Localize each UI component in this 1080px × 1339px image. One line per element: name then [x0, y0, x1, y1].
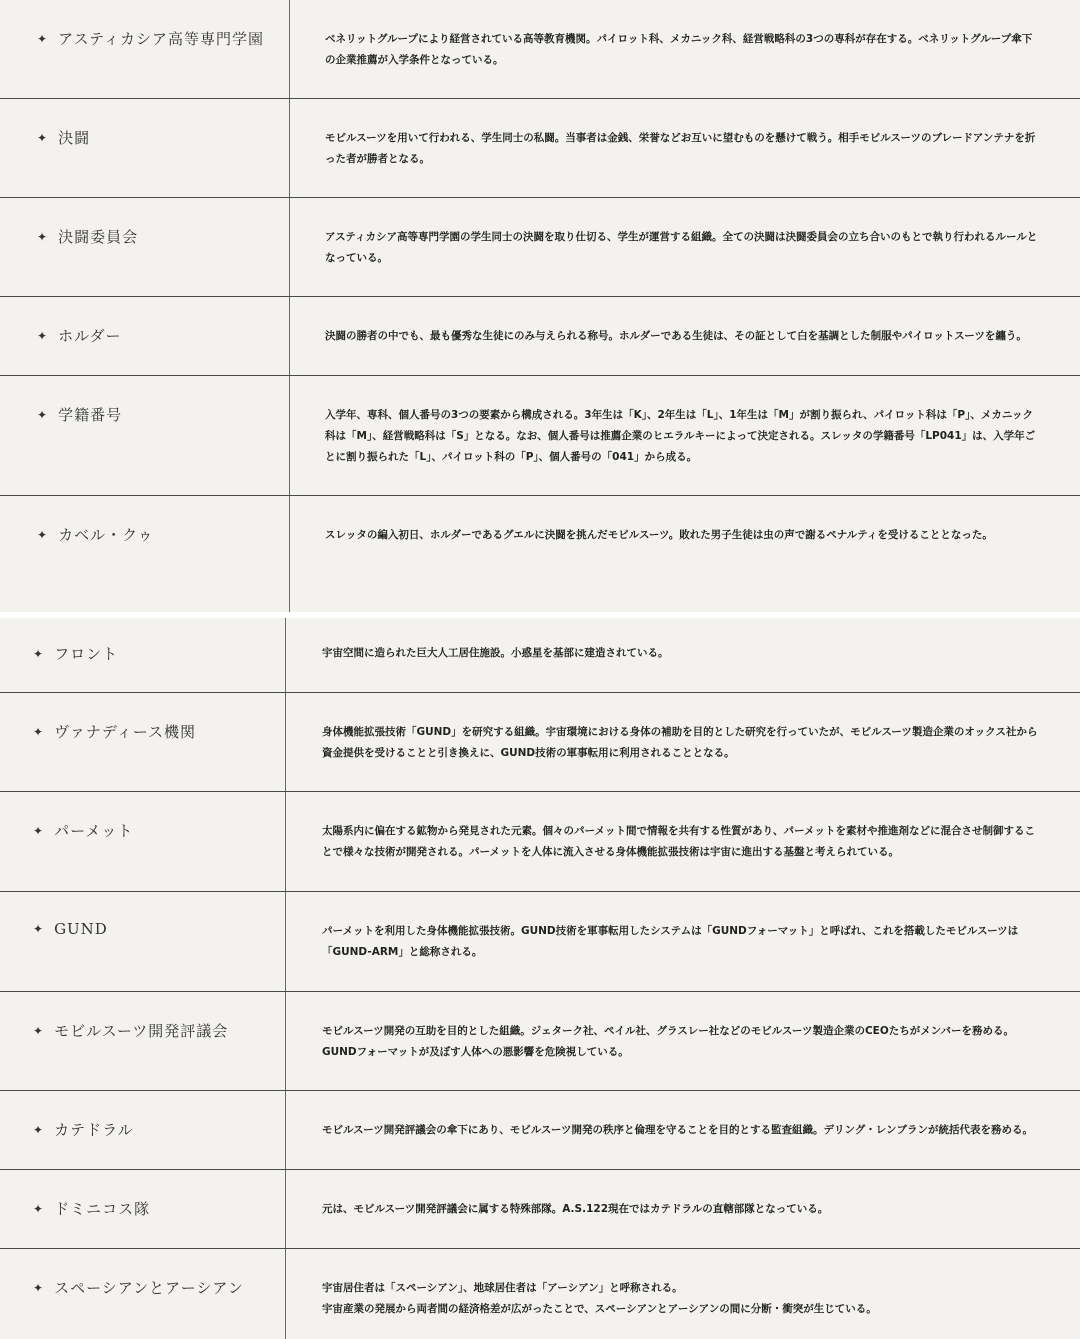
sparkle-icon: ✦ — [37, 130, 49, 145]
term-label: ホルダー — [58, 327, 122, 345]
sparkle-icon: ✦ — [33, 1201, 45, 1216]
term-label: GUND — [54, 920, 108, 938]
sparkle-icon: ✦ — [37, 527, 49, 542]
term-description: モビルスーツを用いて行われる、学生同士の私闘。当事者は金銭、栄誉などお互いに望むものを懸けて戦う。相手モビルスーツのブレードアンテナを折った者が勝者となる。 — [325, 132, 1036, 165]
term — [33, 920, 108, 938]
term — [37, 404, 122, 425]
sparkle-icon: ✦ — [33, 1023, 45, 1038]
glossary-row — [0, 792, 1080, 892]
term — [33, 721, 196, 742]
glossary-row — [0, 496, 1080, 612]
sparkle-icon: ✦ — [37, 229, 49, 244]
term-description: 入学年、専科、個人番号の3つの要素から構成される。3年生は「K」、2年生は「L」、1年生は「M」が割り振られ、パイロット科は「P」、メカニック科は「M」、経営戦略科は「S」となる。なお、個人番号は推薦企業のヒエラルキーによって決定される。スレッタの学籍番号「LP041」は、入学年ごとに割り振られた「L」、パイロット科の「P」、個人番号の「041」から成る。 — [325, 409, 1036, 463]
term-description: モビルスーツ開発評議会の傘下にあり、モビルスーツ開発の秩序と倫理を守ることを目的とする監査組織。デリング・レンブランが統括代表を務める。 — [322, 1124, 1034, 1136]
term — [33, 643, 118, 664]
glossary-row — [0, 99, 1080, 198]
term — [37, 127, 90, 148]
term-label: ヴァナディース機関 — [54, 723, 196, 741]
term-description: 元は、モビルスーツ開発評議会に属する特殊部隊。A.S.122現在ではカテドラルの直轄部隊となっている。 — [322, 1203, 829, 1215]
term-label: 決闘委員会 — [58, 228, 139, 246]
term — [33, 1198, 150, 1219]
term-label: スペーシアンとアーシアン — [54, 1279, 244, 1297]
term — [33, 1277, 244, 1298]
term — [37, 28, 264, 49]
term — [33, 820, 133, 841]
term-label: パーメット — [54, 822, 134, 840]
term-description: アスティカシア高等専門学園の学生同士の決闘を取り仕切る、学生が運営する組織。全ての決闘は決闘委員会の立ち合いのもとで執り行われるルールとなっている。 — [325, 231, 1038, 264]
term-description: モビルスーツ開発の互助を目的とした組織。ジェターク社、ペイル社、グラスレー社などのモビルスーツ製造企業のCEOたちがメンバーを務める。GUNDフォーマットが及ぼす人体への悪影響を危険視している。 — [322, 1025, 1015, 1058]
sparkle-icon: ✦ — [33, 646, 45, 661]
glossary-row — [0, 0, 1080, 99]
term-description: 宇宙空間に造られた巨大人工居住施設。小惑星を基部に建造されている。 — [322, 647, 669, 659]
sparkle-icon: ✦ — [33, 1122, 45, 1137]
glossary-row — [0, 992, 1080, 1091]
term-description: 太陽系内に偏在する鉱物から発見された元素。個々のパーメット間で情報を共有する性質があり、パーメットを素材や推進剤などに混合させ制御することで様々な技術が開発される。パーメットを人体に流入させる身体機能拡張技術は宇宙に進出する基盤と考えられている。 — [322, 825, 1035, 858]
term — [33, 1119, 134, 1140]
term-label: モビルスーツ開発評議会 — [54, 1022, 229, 1040]
term-description: 決闘の勝者の中でも、最も優秀な生徒にのみ与えられる称号。ホルダーである生徒は、その証として白を基調とした制服やパイロットスーツを纏う。 — [325, 330, 1027, 342]
sparkle-icon: ✦ — [37, 407, 49, 422]
sparkle-icon: ✦ — [33, 823, 45, 838]
glossary-row — [0, 1170, 1080, 1249]
glossary-row — [0, 1249, 1080, 1339]
term — [37, 524, 154, 545]
term-description: 宇宙居住者は「スペーシアン」、地球居住者は「アーシアン」と呼称される。 宇宙産業の発展から両者間の経済格差が広がったことで、スペーシアンとアーシアンの間に分断・衝突が生じている。 — [322, 1282, 877, 1315]
glossary-row — [0, 376, 1080, 496]
glossary-row — [0, 297, 1080, 376]
term-label: フロント — [54, 645, 119, 663]
term-description: スレッタの編入初日、ホルダーであるグエルに決闘を挑んだモビルスーツ。敗れた男子生徒は虫の声で謝るペナルティを受けることとなった。 — [325, 529, 993, 541]
term-label: アスティカシア高等専門学園 — [58, 30, 264, 48]
term-label: ドミニコス隊 — [54, 1200, 151, 1218]
term-label: カテドラル — [54, 1121, 134, 1139]
sparkle-icon: ✦ — [33, 1280, 45, 1295]
glossary-row — [0, 618, 1080, 693]
term — [33, 1020, 228, 1041]
sparkle-icon: ✦ — [33, 724, 45, 739]
glossary-row — [0, 1091, 1080, 1170]
term — [37, 226, 138, 247]
term — [37, 325, 121, 346]
sparkle-icon: ✦ — [37, 31, 49, 46]
term-label: カベル・クゥ — [58, 526, 154, 544]
sparkle-icon: ✦ — [37, 328, 49, 343]
glossary-row — [0, 693, 1080, 792]
term-label: 学籍番号 — [58, 406, 123, 424]
term-label: 決闘 — [58, 129, 91, 147]
glossary-row — [0, 198, 1080, 297]
term-description: ベネリットグループにより経営されている高等教育機関。パイロット科、メカニック科、経営戦略科の3つの専科が存在する。ベネリットグループ傘下の企業推薦が入学条件となっている。 — [325, 33, 1033, 66]
term-description: 身体機能拡張技術「GUND」を研究する組織。宇宙環境における身体の補助を目的とした研究を行っていたが、モビルスーツ製造企業のオックス社から資金提供を受けることと引き換えに、GUND技術の軍事転用に利用されることとなる。 — [322, 726, 1038, 759]
glossary-row — [0, 892, 1080, 992]
sparkle-icon: ✦ — [33, 922, 45, 936]
term-description: パーメットを利用した身体機能拡張技術。GUND技術を軍事転用したシステムは「GUNDフォーマット」と呼ばれ、これを搭載したモビルスーツは「GUND-ARM」と総称される。 — [322, 925, 1019, 958]
